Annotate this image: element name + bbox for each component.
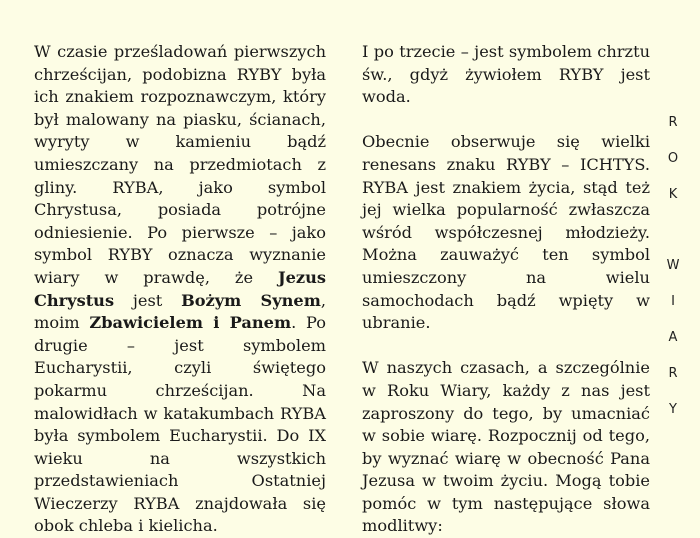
left-paragraph: [34, 41, 326, 538]
right-paragraph-1: I po trzecie – jest symbolem chrztu św., gdyż żywiołem RYBY jest woda.: [362, 42, 650, 107]
side-letter: R: [668, 366, 678, 381]
bold-jesus-christ: Jezus Chrystus: [34, 267, 326, 310]
right-paragraph-3: W naszych czasach, a szczególnie w Roku Wiary, każdy z nas jest zaproszony do tego, by umacniać w sobie wiarę. Rozpocznij od tego, by wyznać wiarę w obecność Pana Jezusa w twoim życiu. Mogą tobie pomóc w tym następujące słowa modlitwy:: [362, 358, 650, 536]
side-letter: O: [667, 151, 679, 166]
left-text-1: W czasie prześladowań pierwszych chrześcijan, podobizna RYBY była ich znakiem rozpoznawczym, który był malowany na piasku, ścianach, wyryty w kamieniu bądź umieszczany na przedmiotach z gliny. RYBA, jako symbol Chrystusa, posiada potrójne odniesienie. Po pierwsze – jako symbol RYBY oznacza wyznanie wiary w prawdę, że: [34, 42, 326, 287]
left-text-4: . Po drugie – jest symbolem Eucharystii, czyli świętego pokarmu chrześcijan. Na malowidłach w katakumbach RYBA była symbolem Eucharystii. Do IX wieku na wszystkich przedstawieniach Ostatniej Wieczerzy RYBA znajdowała się obok chleba i kielicha.: [34, 313, 326, 536]
left-column: [34, 41, 326, 538]
bold-savior-and-lord: Zbawicielem i Panem: [89, 313, 292, 333]
left-text-2: jest: [114, 290, 182, 310]
bold-son-of-god: Bożym Synem: [181, 290, 321, 310]
side-letter: R: [668, 115, 678, 130]
side-letter: W: [666, 258, 680, 273]
side-letter: Y: [669, 402, 677, 417]
left-text-3: , moim: [34, 290, 326, 333]
right-paragraph-2: Obecnie obserwuje się wielki renesans znaku RYBY – ICHTYS. RYBA jest znakiem życia, stąd też jej wielka popularność zwłaszcza wśród współczesnej młodzieży. Można zauważyć ten symbol umieszczony na wielu samochodach bądź wpięty w ubranie.: [362, 132, 650, 333]
side-letter: K: [668, 187, 678, 202]
side-letter: A: [668, 330, 678, 345]
side-letter: I: [671, 294, 675, 309]
right-column: [362, 41, 650, 538]
